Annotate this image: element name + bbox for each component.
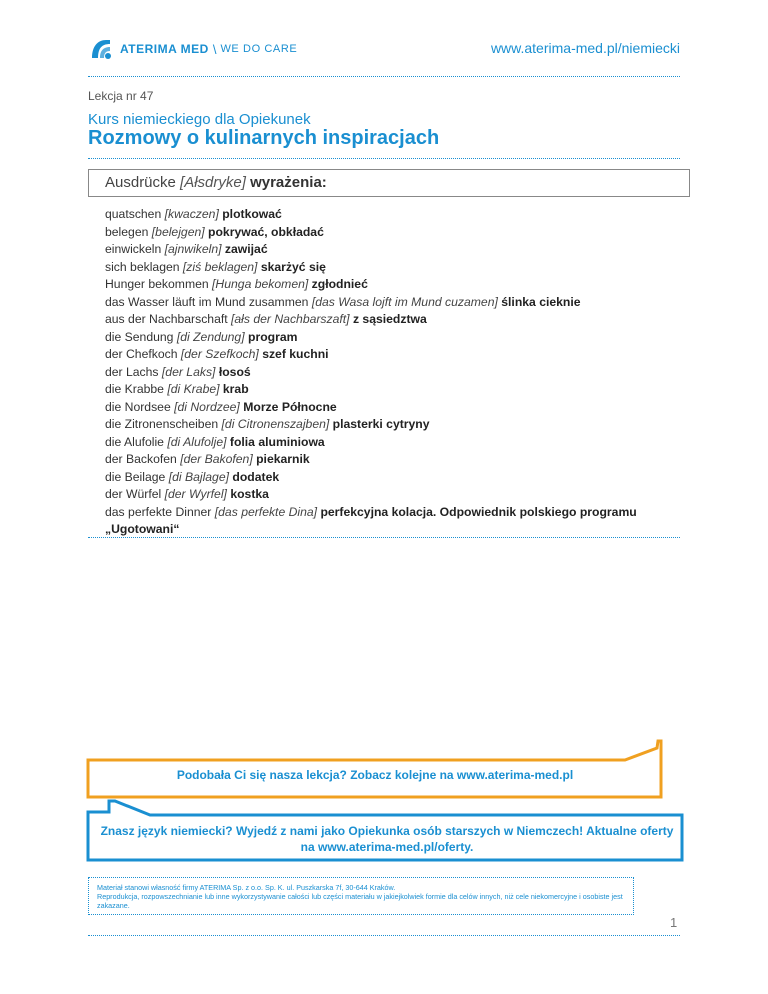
german-word: die Beilage [105, 469, 166, 484]
vocabulary-item [105, 259, 675, 277]
pronunciation: [di Krabe] [167, 382, 220, 396]
polish-translation: pokrywać, obkładać [208, 224, 324, 239]
vocabulary-item [105, 311, 675, 329]
pronunciation: [ajnwikeln] [164, 242, 222, 256]
polish-translation: ślinka cieknie [501, 294, 581, 309]
vocabulary-item [105, 434, 675, 452]
pronunciation: [di Citronenszajben] [221, 417, 330, 431]
polish-translation: skarżyć się [260, 259, 326, 274]
pronunciation: [di Zendung] [176, 329, 245, 344]
logo-icon [88, 36, 114, 62]
polish-translation: Morze Północne [243, 399, 337, 414]
pronunciation: [ziś beklagen] [182, 259, 258, 274]
vocabulary-list [105, 206, 675, 539]
pronunciation: [di Bajlage] [168, 469, 230, 484]
divider-footer [88, 935, 680, 936]
page-title: Rozmowy o kulinarnych inspiracjach [88, 127, 440, 149]
polish-translation: zawijać [224, 242, 268, 256]
vocabulary-item [105, 451, 675, 469]
german-word: das Wasser läuft im Mund zusammen [105, 294, 309, 309]
german-word: der Chefkoch [105, 347, 178, 361]
copyright-line-1: Materiał stanowi własność firmy ATERIMA Sp. z o.o. Sp. K. ul. Puszkarska 7f, 30-644 Kraków. [97, 883, 396, 892]
logo-tagline: WE DO CARE [220, 43, 298, 55]
section-word: Ausdrücke [105, 174, 176, 191]
vocabulary-item [105, 364, 675, 382]
vocabulary-item [105, 294, 675, 312]
pronunciation: [Hunga bekomen] [212, 277, 309, 291]
polish-translation: piekarnik [256, 452, 310, 466]
german-word: belegen [105, 224, 149, 239]
german-word: die Krabbe [105, 382, 164, 396]
polish-translation: plotkować [222, 207, 282, 221]
german-word: Hunger bekommen [105, 277, 209, 291]
pronunciation: [di Nordzee] [174, 399, 240, 414]
section-pronunciation: [Ałsdryke] [180, 174, 246, 191]
pronunciation: [di Alufolje] [167, 434, 227, 449]
blue-banner-text[interactable]: Znasz język niemiecki? Wyjedź z nami jako Opiekunka osób starszych w Niemczech! Aktualne oferty na www.aterima-med.pl/oferty. [100, 824, 674, 854]
vocabulary-item [105, 399, 675, 417]
polish-translation: dodatek [232, 469, 280, 484]
vocabulary-item [105, 206, 675, 224]
polish-translation: z sąsiedztwa [352, 312, 427, 326]
orange-banner-text[interactable]: Podobała Ci się nasza lekcja? Zobacz kolejne na www.aterima-med.pl [176, 768, 574, 782]
german-word: der Lachs [105, 364, 159, 379]
pronunciation: [belejgen] [151, 224, 205, 239]
polish-translation: łosoś [218, 364, 251, 379]
vocabulary-item [105, 346, 675, 364]
polish-translation: program [248, 329, 298, 344]
polish-translation: zgłodnieć [311, 277, 368, 291]
polish-translation: szef kuchni [262, 347, 329, 361]
logo-separator: \ [212, 41, 217, 57]
vocabulary-item [105, 276, 675, 294]
divider-top [88, 76, 680, 77]
german-word: quatschen [105, 207, 162, 221]
german-word: der Backofen [105, 452, 177, 466]
vocabulary-item [105, 224, 675, 242]
pronunciation: [das perfekte Dina] [214, 504, 318, 519]
vocabulary-item [105, 504, 675, 539]
vocabulary-item [105, 469, 675, 487]
german-word: der Würfel [105, 487, 162, 501]
vocabulary-item [105, 329, 675, 347]
pronunciation: [kwaczen] [164, 207, 219, 221]
vocabulary-item [105, 416, 675, 434]
section-heading [88, 169, 690, 197]
vocabulary-item [105, 381, 675, 399]
vocabulary-item [105, 241, 675, 259]
german-word: die Nordsee [105, 399, 171, 414]
german-word: die Sendung [105, 329, 174, 344]
divider-bottom [88, 537, 680, 538]
copyright-notice [88, 877, 634, 915]
german-word: aus der Nachbarschaft [105, 312, 228, 326]
polish-translation: kostka [230, 487, 269, 501]
section-label: wyrażenia: [250, 174, 327, 191]
page-number: 1 [670, 915, 678, 930]
polish-translation: plasterki cytryny [332, 417, 430, 431]
lesson-number: Lekcja nr 47 [88, 89, 154, 103]
pronunciation: [das Wasa lojft im Mund cuzamen] [311, 294, 498, 309]
pronunciation: [der Szefkoch] [180, 347, 259, 361]
polish-translation: folia aluminiowa [229, 434, 325, 449]
polish-translation: krab [222, 382, 249, 396]
german-word: die Zitronenscheiben [105, 417, 219, 431]
logo-name: ATERIMA MED [120, 42, 209, 56]
german-word: die Alufolie [105, 434, 164, 449]
site-url-link[interactable]: www.aterima-med.pl/niemiecki [490, 40, 680, 56]
pronunciation: [ałs der Nachbarszaft] [231, 312, 350, 326]
divider-title [88, 158, 680, 159]
german-word: einwickeln [105, 242, 162, 256]
vocabulary-item [105, 486, 675, 504]
brand-logo [88, 33, 297, 65]
pronunciation: [der Bakofen] [180, 452, 253, 466]
german-word: das perfekte Dinner [105, 504, 212, 519]
pronunciation: [der Wyrfel] [164, 487, 227, 501]
copyright-line-2: Reprodukcja, rozpowszechnianie lub inne wykorzystywanie całości lub części materiału w jakiejkolwiek formie dla celów innych, niż cele niekomercyjne i osobiste jest zakazane. [97, 892, 623, 910]
german-word: sich beklagen [105, 259, 180, 274]
polish-translation: perfekcyjna kolacja. Odpowiednik polskiego programu „Ugotowani“ [105, 504, 637, 536]
pronunciation: [der Laks] [161, 364, 216, 379]
course-name: Kurs niemieckiego dla Opiekunek [88, 111, 311, 128]
